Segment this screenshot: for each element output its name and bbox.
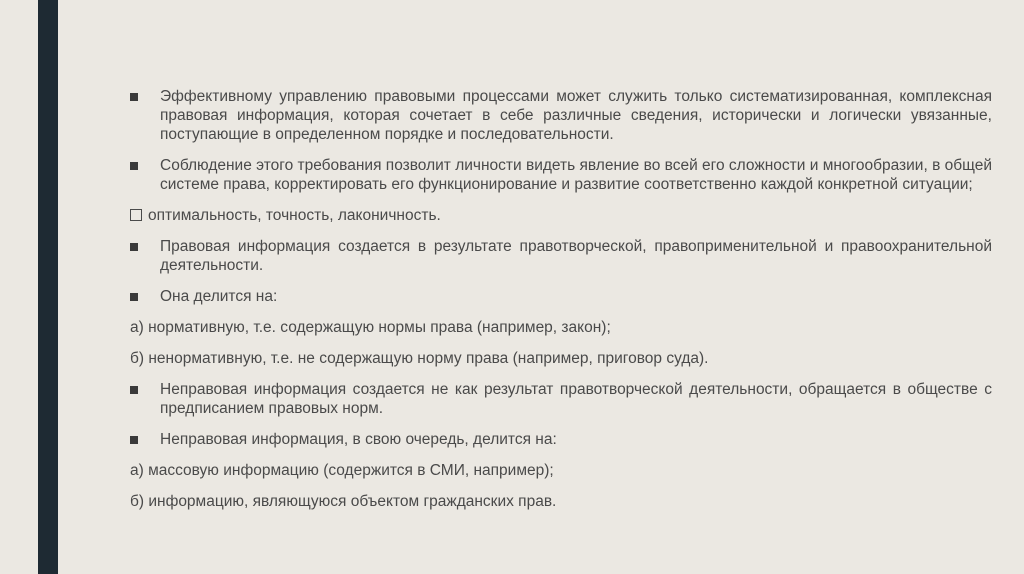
checkbox-line-text: оптимальность, точность, лаконичность. (148, 207, 441, 224)
plain-line: а) нормативную, т.е. содержащую нормы права (например, закон); (130, 319, 611, 336)
bullet-item (130, 287, 992, 306)
empty-checkbox-icon (130, 209, 142, 221)
square-bullet-icon (130, 436, 138, 444)
bullet-item (130, 156, 992, 194)
plain-line: б) информацию, являющуюся объектом гражданских прав. (130, 493, 557, 510)
square-bullet-icon (130, 93, 138, 101)
plain-line: б) ненормативную, т.е. не содержащую норму права (например, приговор суда). (130, 350, 709, 367)
decorative-side-bar (38, 0, 58, 574)
bullet-text: Она делится на: (160, 288, 278, 305)
bullet-text: Эффективному управлению правовыми процессами может служить только систематизированная, комплексная правовая информация, которая сочетает в себе различные сведения, исторически и логически увязанные, поступающие в определенном порядке и последовательности. (160, 88, 992, 143)
bullet-text: Неправовая информация создается не как результат правотворческой деятельности, обращается в обществе с предписанием правовых норм. (160, 381, 992, 417)
slide-content (130, 87, 992, 523)
checkbox-line (130, 206, 992, 225)
bullet-item (130, 237, 992, 275)
square-bullet-icon (130, 243, 138, 251)
bullet-text: Неправовая информация, в свою очередь, делится на: (160, 431, 557, 448)
bullet-item (130, 430, 992, 449)
plain-line: а) массовую информацию (содержится в СМИ, например); (130, 462, 554, 479)
square-bullet-icon (130, 386, 138, 394)
square-bullet-icon (130, 162, 138, 170)
bullet-item (130, 380, 992, 418)
bullet-text: Соблюдение этого требования позволит личности видеть явление во всей его сложности и многообразии, в общей системе права, корректировать его функционирование и развитие соответственно каждой конкретной ситуации; (160, 157, 992, 193)
left-margin (0, 0, 38, 574)
square-bullet-icon (130, 293, 138, 301)
bullet-item (130, 87, 992, 144)
bullet-text: Правовая информация создается в результате правотворческой, правоприменительной и правоохранительной деятельности. (160, 238, 992, 274)
